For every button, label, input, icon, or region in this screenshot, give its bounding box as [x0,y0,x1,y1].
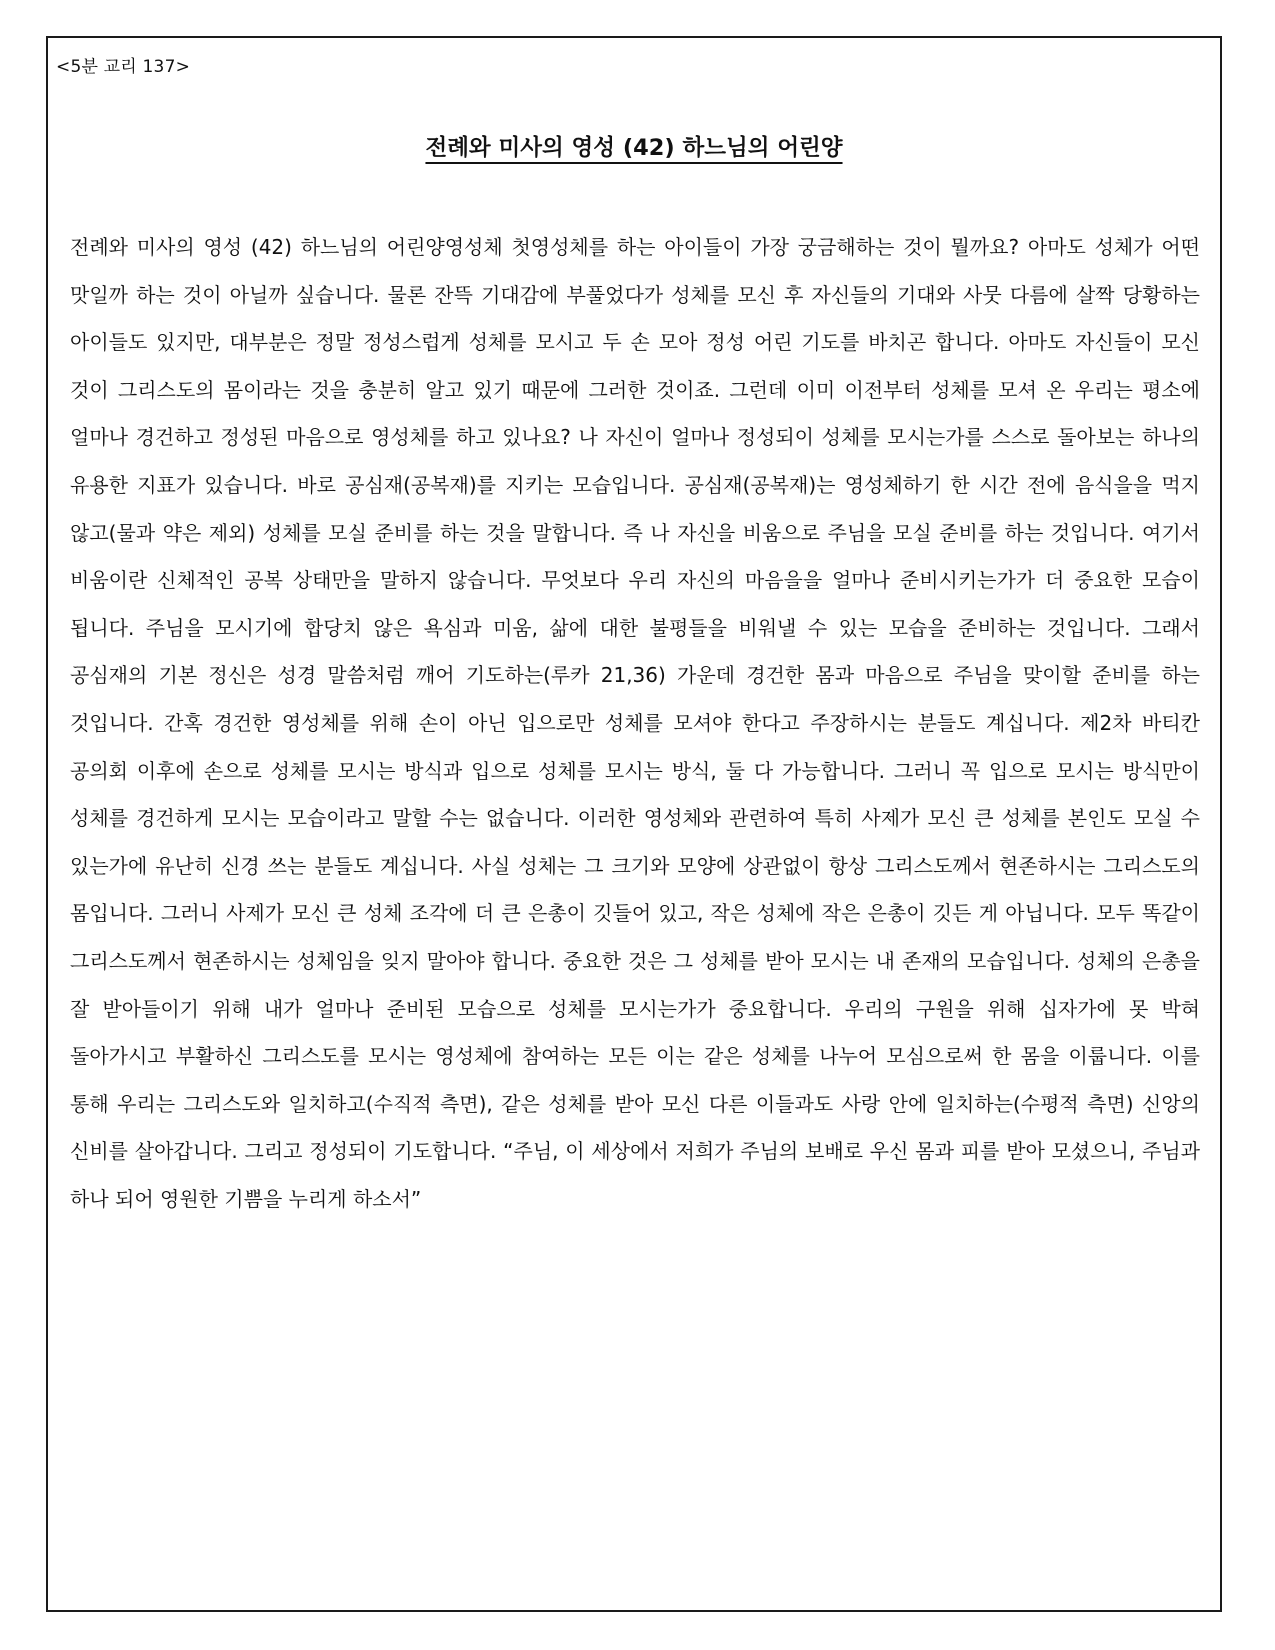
body-paragraph: 전례와 미사의 영성 (42) 하느님의 어린양영성체 첫영성체를 하는 아이들이 가장 궁금해하는 것이 뭘까요? 아마도 성체가 어떤 맛일까 하는 것이 아닐까 싶습니다. 물론 잔뜩 기대감에 부풀었다가 성체를 모신 후 자신들의 기대와 사뭇 다름에 살짝 당황하는 아이들도 있지만, 대부분은 정말 정성스럽게 성체를 모시고 두 손 모아 정성 어린 기도를 바치곤 합니다. 아마도 자신들이 모신 것이 그리스도의 몸이라는 것을 충분히 알고 있기 때문에 그러한 것이죠. 그런데 이미 이전부터 성체를 모셔 온 우리는 평소에 얼마나 경건하고 정성된 마음으로 영성체를 하고 있나요? 나 자신이 얼마나 정성되이 성체를 모시는가를 스스로 돌아보는 하나의 유용한 지표가 있습니다. 바로 공심재(공복재)를 지키는 모습입니다. 공심재(공복재)는 영성체하기 한 시간 전에 음식을을 먹지 않고(물과 약은 제외) 성체를 모실 준비를 하는 것을 말합니다. 즉 나 자신을 비움으로 주님을 모실 준비를 하는 것입니다. 여기서 비움이란 신체적인 공복 상태만을 말하지 않습니다. 무엇보다 우리 자신의 마음을을 얼마나 준비시키는가가 더 중요한 모습이 됩니다. 주님을 모시기에 합당치 않은 욕심과 미움, 삶에 대한 불평들을 비워낼 수 있는 모습을 준비하는 것입니다. 그래서 공심재의 기본 정신은 성경 말씀처럼 깨어 기도하는(루카 21,36) 가운데 경건한 몸과 마음으로 주님을 맞이할 준비를 하는 것입니다. 간혹 경건한 영성체를 위해 손이 아닌 입으로만 성체를 모셔야 한다고 주장하시는 분들도 계십니다. 제2차 바티칸 공의회 이후에 손으로 성체를 모시는 방식과 입으로 성체를 모시는 방식, 둘 다 가능합니다. 그러니 꼭 입으로 모시는 방식만이 성체를 경건하게 모시는 모습이라고 말할 수는 없습니다. 이러한 영성체와 관련하여 특히 사제가 모신 큰 성체를 본인도 모실 수 있는가에 유난히 신경 쓰는 분들도 계십니다. 사실 성체는 그 크기와 모양에 상관없이 항상 그리스도께서 현존하시는 그리스도의 몸입니다. 그러니 사제가 모신 큰 성체 조각에 더 큰 은총이 깃들어 있고, 작은 성체에 작은 은총이 깃든 게 아닙니다. 모두 똑같이 그리스도께서 현존하시는 성체임을 잊지 말아야 합니다. 중요한 것은 그 성체를 받아 모시는 내 존재의 모습입니다. 성체의 은총을 잘 받아들이기 위해 내가 얼마나 준비된 모습으로 성체를 모시는가가 중요합니다. 우리의 구원을 위해 십자가에 못 박혀 돌아가시고 부활하신 그리스도를 모시는 영성체에 참여하는 모든 이는 같은 성체를 나누어 모심으로써 한 몸을 이룹니다. 이를 통해 우리는 그리스도와 일치하고(수직적 측면), 같은 성체를 받아 모신 다른 이들과도 사랑 안에 일치하는(수평적 측면) 신앙의 신비를 살아갑니다. 그리고 정성되이 기도합니다. “주님, 이 세상에서 저희가 주님의 보배로 우신 몸과 피를 받아 모셨으니, 주님과 하나 되어 영원한 기쁨을 누리게 하소서” [70,235,1200,1211]
page-title: 전례와 미사의 영성 (42) 하느님의 어린양 [425,135,843,161]
lesson-number-label: <5분 교리 137> [56,57,191,77]
title-container [48,130,1220,162]
page-frame [46,36,1222,1612]
